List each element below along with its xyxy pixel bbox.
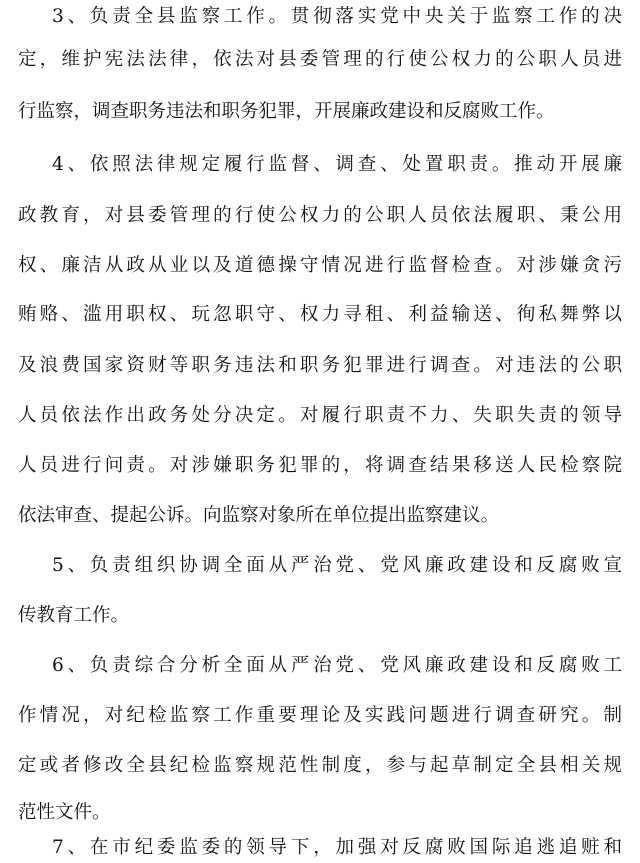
item-3-line-1: 3、负责全县监察工作。贯彻落实党中央关于监察工作的决 [52,6,622,27]
item-7-line-1: 7、在市纪委监委的领导下，加强对反腐败国际追逃追赃和 [52,837,622,858]
item-4-line-5: 及浪费国家资财等职务违法和职务犯罪进行调查。对违法的公职 [18,355,622,376]
item-3-line-2: 定，维护宪法法律，依法对县委管理的行使公权力的公职人员进 [18,49,622,70]
item-4-line-6: 人员依法作出政务处分决定。对履行职责不力、失职失责的领导 [18,405,622,426]
item-6-line-2: 作情况，对纪检监察工作重要理论及实践问题进行调查研究。制 [18,705,622,726]
item-4-line-3: 权、廉洁从政从业以及道德操守情况进行监督检查。对涉嫌贪污 [18,255,622,276]
item-5-line-2: 传教育工作。 [18,605,130,626]
item-4-line-4: 贿赂、滥用职权、玩忽职守、权力寻租、利益输送、徇私舞弊以 [18,304,622,325]
item-5-line-1: 5、负责组织协调全面从严治党、党风廉政建设和反腐败宣 [52,555,622,576]
item-6-line-4: 范性文件。 [18,802,111,823]
item-3-line-3: 行监察，调查职务违法和职务犯罪，开展廉政建设和反腐败工作。 [18,101,555,122]
item-6-line-1: 6、负责综合分析全面从严治党、党风廉政建设和反腐败工 [52,655,622,676]
item-4-line-7: 人员进行问责。对涉嫌职务犯罪的，将调查结果移送人民检察院 [18,455,622,476]
item-6-line-3: 定或者修改全县纪检监察规范性制度，参与起草制定全县相关规 [18,755,622,776]
item-4-line-8: 依法审查、提起公诉。向监察对象所在单位提出监察建议。 [18,505,500,526]
item-4-line-2: 政教育，对县委管理的行使公权力的公职人员依法履职、秉公用 [18,205,622,226]
item-4-line-1: 4、依照法律规定履行监督、调查、处置职责。推动开展廉 [52,154,622,175]
